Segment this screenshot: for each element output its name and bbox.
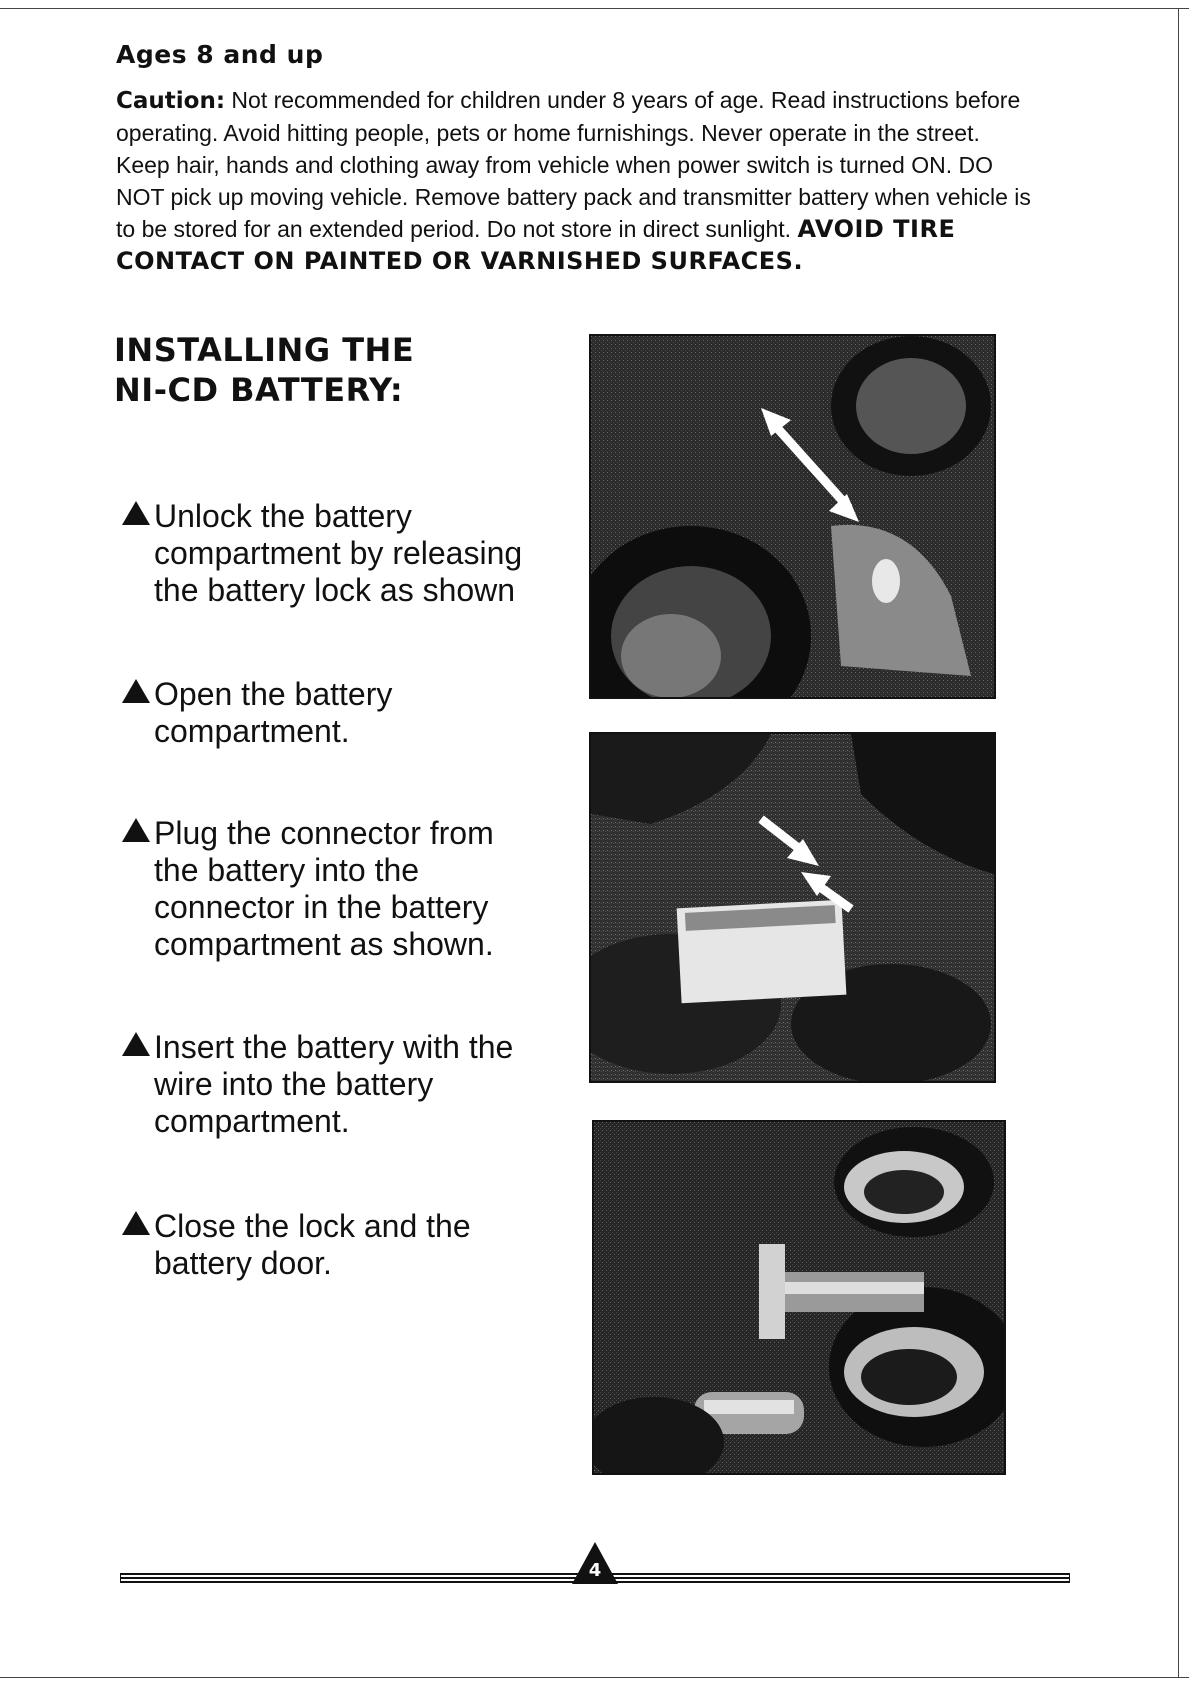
photo-unlock-illustration (591, 336, 994, 697)
photo-unlock-battery-lock (589, 334, 996, 699)
caution-label: Caution: (116, 88, 226, 114)
caution-paragraph (116, 84, 1036, 277)
photo-plug-connector (589, 732, 996, 1083)
triangle-bullet-icon (122, 679, 150, 703)
section-title-line-2: NI-CD BATTERY: (114, 371, 404, 409)
step-1-text: Unlock the battery compartment by releasing the battery lock as shown (154, 498, 523, 608)
tire-contact-warning: AVOID TIRE CONTACT ON PAINTED OR VARNISHED SURFACES. (116, 215, 956, 275)
triangle-bullet-icon (122, 1032, 150, 1056)
caution-text: Not recommended for children under 8 years of age. Read instructions before operating. Avoid hitting people, pets or home furnishings. Never operate in the street. Keep hair, hands and clothing away from vehicle when power switch is turned ON. DO NOT pick up moving vehicle. Remove battery pack and transmitter battery when vehicle is to be stored for an extended period. Do not store in direct sunlight. (116, 87, 1031, 242)
photo-close-battery-door (592, 1120, 1006, 1475)
photo-connector-illustration (591, 734, 994, 1081)
step-2-text: Open the battery compartment. (154, 676, 393, 749)
step-2 (122, 676, 454, 750)
page-border-bottom (0, 1677, 1189, 1678)
step-4 (122, 1029, 559, 1140)
step-5 (122, 1208, 474, 1282)
section-title (114, 330, 554, 410)
page-border-top (0, 8, 1189, 9)
step-4-text: Insert the battery with the wire into the battery compartment. (154, 1029, 514, 1139)
step-3-text: Plug the connector from the battery into the connector in the battery compartment as shown. (154, 815, 494, 962)
page-number: 4 (588, 1560, 602, 1581)
triangle-bullet-icon (122, 1211, 150, 1235)
age-rating: Ages 8 and up (116, 40, 324, 69)
triangle-bullet-icon (122, 818, 150, 842)
section-title-line-1: INSTALLING THE (114, 331, 415, 369)
step-3 (122, 815, 544, 963)
photo-close-door-illustration (594, 1122, 1004, 1473)
page-border-right (1178, 8, 1179, 1678)
step-5-text: Close the lock and the battery door. (154, 1208, 471, 1281)
step-1 (122, 498, 574, 609)
triangle-bullet-icon (122, 501, 150, 525)
